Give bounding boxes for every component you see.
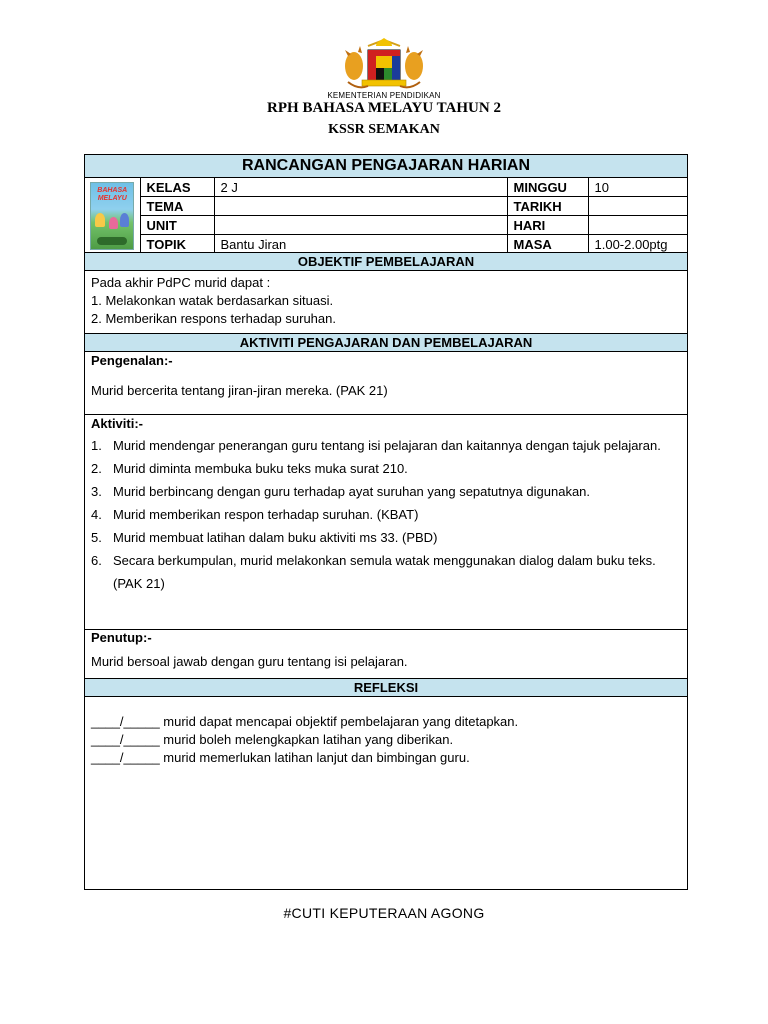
main-activities-section bbox=[85, 415, 687, 595]
label-tema: TEMA bbox=[140, 197, 214, 216]
label-unit: UNIT bbox=[140, 216, 214, 235]
list-item: 3. Murid berbincang dengan guru terhadap ayat suruhan yang sepatutnya digunakan. bbox=[91, 484, 591, 499]
closing-label: Penutup:- bbox=[91, 630, 152, 645]
book-cover-title: BAHASA MELAYU bbox=[97, 187, 128, 203]
label-topik: TOPIK bbox=[140, 235, 214, 254]
reflection-line: ____/_____ murid dapat mencapai objektif pembelajaran yang ditetapkan. bbox=[91, 714, 519, 729]
list-item: 5. Murid membuat latihan dalam buku aktiviti ms 33. (PBD) bbox=[91, 530, 438, 545]
table-row bbox=[85, 216, 687, 235]
value-tarikh[interactable] bbox=[588, 197, 687, 216]
list-item: 2. Murid diminta membuka buku teks muka surat 210. bbox=[91, 461, 408, 476]
plan-heading: RANCANGAN PENGAJARAN HARIAN bbox=[85, 155, 687, 178]
objective-intro: Pada akhir PdPC murid dapat : bbox=[91, 275, 271, 290]
value-topik[interactable]: Bantu Jiran bbox=[214, 235, 507, 254]
label-masa: MASA bbox=[507, 235, 588, 254]
coat-of-arms-logo bbox=[338, 38, 430, 94]
label-tarikh: TARIKH bbox=[507, 197, 588, 216]
objective-item: 2. Memberikan respons terhadap suruhan. bbox=[91, 311, 336, 326]
book-cover-image bbox=[90, 182, 134, 250]
value-hari[interactable] bbox=[588, 216, 687, 235]
closing-section bbox=[85, 629, 687, 671]
label-kelas: KELAS bbox=[140, 178, 214, 197]
closing-text: Murid bersoal jawab dengan guru tentang isi pelajaran. bbox=[91, 654, 408, 669]
reflection-line: ____/_____ murid boleh melengkapkan latihan yang diberikan. bbox=[91, 732, 454, 747]
objective-section bbox=[85, 274, 687, 328]
list-item: 1. Murid mendengar penerangan guru tentang isi pelajaran dan kaitannya dengan tajuk pelajaran. bbox=[91, 438, 661, 453]
page-subtitle: KSSR SEMAKAN bbox=[328, 122, 440, 137]
reflection-line: ____/_____ murid memerlukan latihan lanjut dan bimbingan guru. bbox=[91, 750, 470, 765]
book-cover-cell bbox=[85, 178, 140, 253]
value-minggu[interactable]: 10 bbox=[588, 178, 687, 197]
table-row bbox=[85, 235, 687, 254]
intro-section bbox=[85, 352, 687, 400]
list-item: 4. Murid memberikan respon terhadap suruhan. (KBAT) bbox=[91, 507, 419, 522]
table-row bbox=[85, 178, 687, 197]
info-table bbox=[85, 178, 687, 254]
reflection-section bbox=[85, 713, 687, 767]
intro-text: Murid bercerita tentang jiran-jiran mereka. (PAK 21) bbox=[91, 383, 388, 398]
footer-note: #CUTI KEPUTERAAN AGONG bbox=[283, 905, 485, 921]
table-row bbox=[85, 197, 687, 216]
reflection-heading: REFLEKSI bbox=[85, 678, 687, 697]
page-title: RPH BAHASA MELAYU TAHUN 2 bbox=[267, 100, 501, 116]
label-hari: HARI bbox=[507, 216, 588, 235]
value-unit[interactable] bbox=[214, 216, 507, 235]
activities-heading: AKTIVITI PENGAJARAN DAN PEMBELAJARAN bbox=[85, 333, 687, 352]
objective-heading: OBJEKTIF PEMBELAJARAN bbox=[85, 252, 687, 271]
value-kelas[interactable]: 2 J bbox=[214, 178, 507, 197]
list-item: 6. Secara berkumpulan, murid melakonkan semula watak menggunakan dialog dalam buku teks. (PAK 21) bbox=[91, 553, 656, 591]
activities-label: Aktiviti:- bbox=[91, 416, 143, 431]
value-tema[interactable] bbox=[214, 197, 507, 216]
activities-list bbox=[85, 434, 687, 595]
label-minggu: MINGGU bbox=[507, 178, 588, 197]
lesson-plan-form bbox=[84, 154, 688, 890]
ministry-label: KEMENTERIAN PENDIDIKAN bbox=[327, 91, 441, 100]
intro-label: Pengenalan:- bbox=[91, 353, 173, 368]
value-masa[interactable]: 1.00-2.00ptg bbox=[588, 235, 687, 254]
objective-item: 1. Melakonkan watak berdasarkan situasi. bbox=[91, 293, 334, 308]
